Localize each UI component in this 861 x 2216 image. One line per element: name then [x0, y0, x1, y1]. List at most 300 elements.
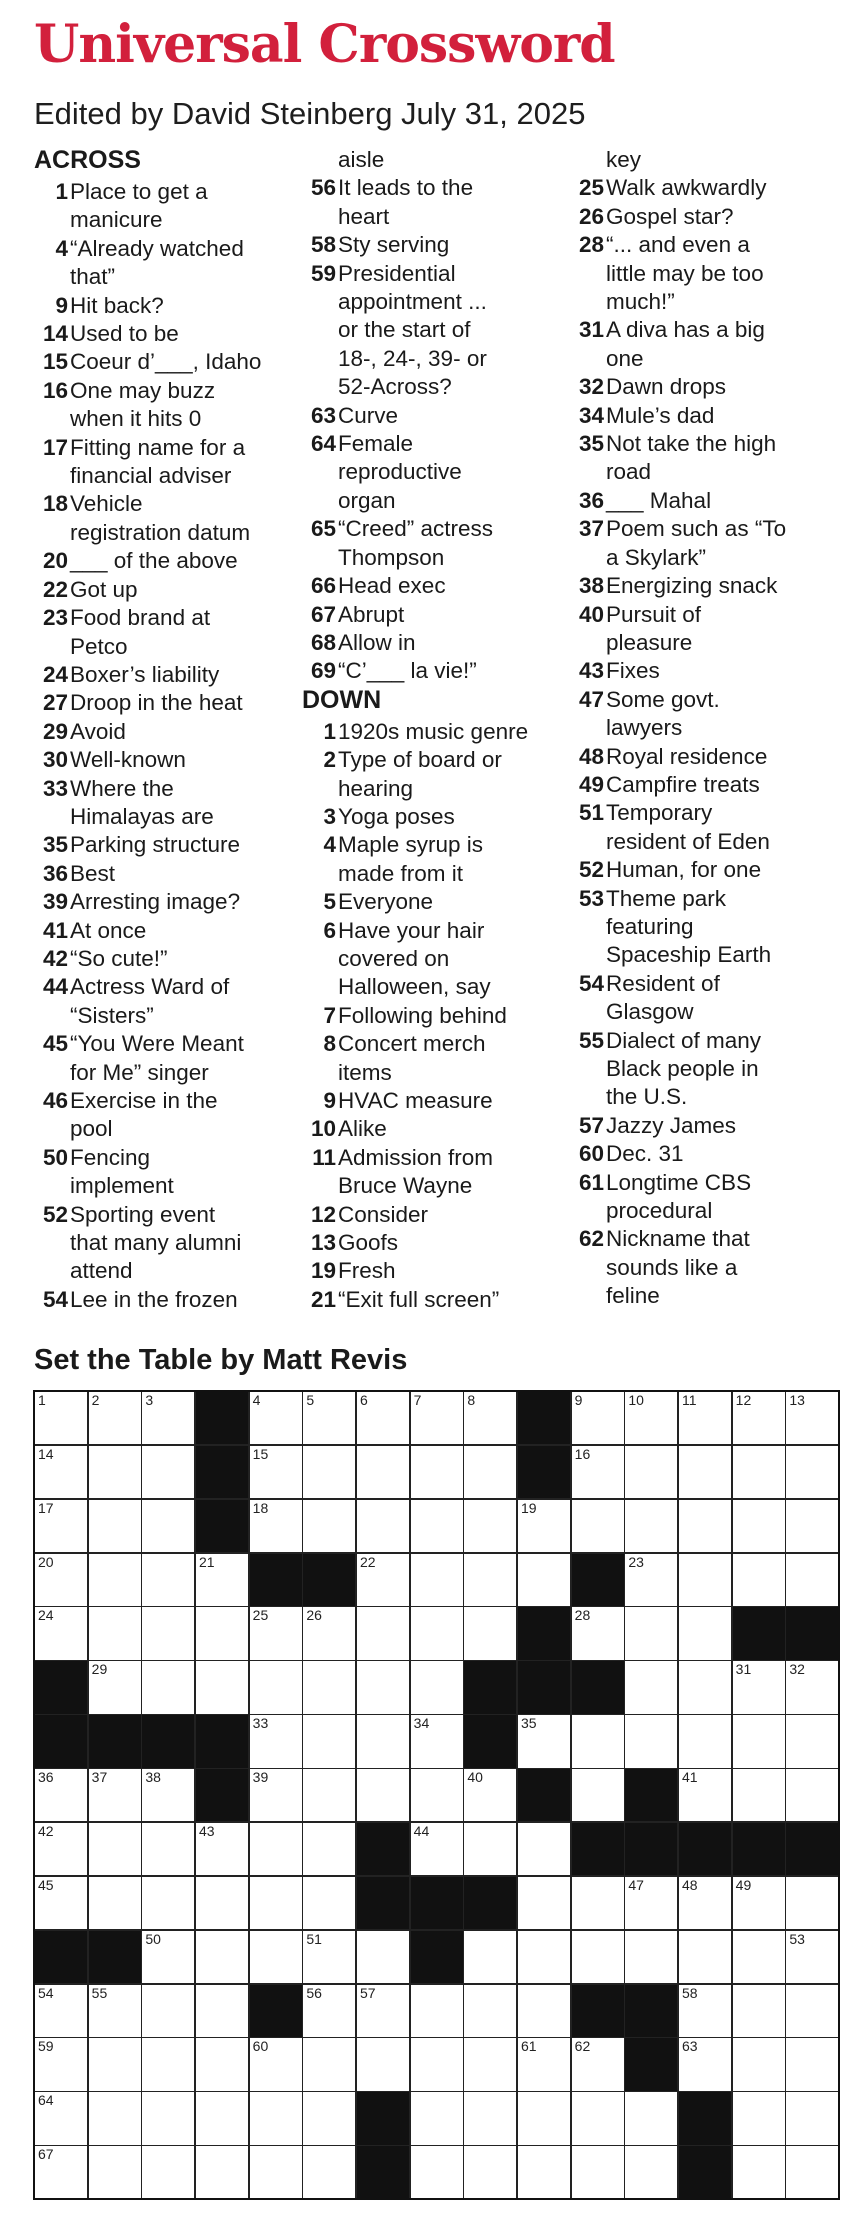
clue-line: Consider [338, 1201, 429, 1227]
clue-line: manicure [70, 207, 163, 233]
grid-cell[interactable] [302, 1876, 356, 1930]
grid-cell[interactable] [678, 1768, 732, 1822]
grid-cell[interactable] [410, 1445, 464, 1499]
grid-cell[interactable] [249, 1445, 303, 1499]
grid-cell[interactable] [249, 1714, 303, 1768]
clue-line: Resident of [606, 970, 720, 996]
cell-number: 48 [682, 1876, 698, 1893]
grid-cell[interactable] [356, 1606, 410, 1660]
cell-number: 63 [682, 2038, 698, 2055]
grid-cell[interactable] [249, 1930, 303, 1984]
grid-cell[interactable] [463, 1822, 517, 1876]
grid-cell[interactable] [571, 1499, 625, 1553]
clue-number: 61 [578, 1169, 604, 1195]
grid-cell[interactable] [732, 1445, 786, 1499]
grid-cell[interactable] [141, 2091, 195, 2145]
grid-cell[interactable] [410, 2091, 464, 2145]
cell-number: 15 [252, 1445, 269, 1462]
cell-number: 64 [38, 2092, 54, 2109]
grid-block [785, 1606, 839, 1660]
grid-cell[interactable] [88, 1768, 142, 1822]
clue-line: Fixes [606, 658, 660, 684]
grid-cell[interactable] [410, 1391, 464, 1445]
grid-cell[interactable] [88, 1445, 142, 1499]
clue-line: resident of Eden [606, 828, 770, 854]
grid-cell[interactable] [410, 2037, 464, 2091]
grid-cell[interactable] [249, 1660, 303, 1714]
grid-cell[interactable] [88, 2145, 142, 2199]
clue-number: 13 [310, 1230, 336, 1256]
grid-cell[interactable] [624, 2091, 678, 2145]
grid-cell[interactable] [88, 1660, 142, 1714]
grid-cell[interactable] [571, 1768, 625, 1822]
grid-cell[interactable] [732, 1930, 786, 1984]
clue-line: Exercise in the [70, 1088, 218, 1113]
grid-cell[interactable] [302, 1822, 356, 1876]
clue-line: Not take the high [606, 431, 777, 457]
clue-item [570, 856, 832, 884]
grid-cell[interactable] [678, 1499, 732, 1553]
clue-line: One may buzz [70, 377, 216, 403]
grid-cell[interactable] [302, 1391, 356, 1445]
grid-cell[interactable] [463, 1445, 517, 1499]
grid-cell[interactable] [356, 1660, 410, 1714]
clue-number: 55 [578, 1027, 604, 1053]
clue-text [338, 1144, 564, 1201]
grid-cell[interactable] [732, 1553, 786, 1607]
clue-text [70, 1030, 296, 1087]
clue-line: “So cute!” [70, 945, 168, 971]
grid-cell[interactable] [141, 1606, 195, 1660]
clue-number: 68 [310, 629, 336, 655]
grid-cell[interactable] [732, 1391, 786, 1445]
clue-text [70, 945, 296, 973]
grid-cell[interactable] [195, 2091, 249, 2145]
clue-number: 31 [578, 317, 604, 343]
clue-line: “Exit full screen” [338, 1286, 500, 1312]
clue-line: Food brand at [70, 605, 211, 631]
grid-cell[interactable] [678, 1930, 732, 1984]
clue-line: little may be too [606, 260, 764, 286]
grid-cell[interactable] [732, 1660, 786, 1714]
grid-cell[interactable] [678, 1984, 732, 2038]
clue-number: 1 [323, 718, 336, 744]
grid-cell[interactable] [410, 1768, 464, 1822]
grid-cell[interactable] [463, 1768, 517, 1822]
grid-cell[interactable] [571, 1714, 625, 1768]
grid-cell[interactable] [195, 1606, 249, 1660]
grid-cell[interactable] [302, 1660, 356, 1714]
grid-cell[interactable] [356, 1445, 410, 1499]
grid-cell[interactable] [410, 2145, 464, 2199]
clue-line: “You Were Meant [70, 1031, 244, 1057]
grid-cell[interactable] [732, 1714, 786, 1768]
clue-item [34, 604, 296, 661]
grid-cell[interactable] [302, 1984, 356, 2038]
grid-block [356, 1876, 410, 1930]
clue-text [70, 1286, 296, 1314]
grid-cell[interactable] [517, 1499, 571, 1553]
cell-number: 42 [38, 1822, 54, 1839]
grid-cell[interactable] [624, 1606, 678, 1660]
clue-line: ___ of the above [70, 548, 238, 574]
grid-cell[interactable] [356, 1930, 410, 1984]
clue-item [570, 174, 832, 202]
grid-cell[interactable] [410, 1553, 464, 1607]
clue-line: covered on [338, 945, 450, 971]
clue-text [338, 831, 564, 888]
clue-number: 54 [42, 1286, 68, 1312]
grid-cell[interactable] [624, 1660, 678, 1714]
cell-number: 59 [38, 2038, 54, 2055]
grid-cell[interactable] [88, 1499, 142, 1553]
grid-cell[interactable] [34, 1984, 88, 2038]
cell-number: 49 [735, 1876, 752, 1893]
grid-cell[interactable] [88, 2037, 142, 2091]
grid-cell[interactable] [517, 1553, 571, 1607]
grid-cell[interactable] [141, 1445, 195, 1499]
grid-cell[interactable] [517, 1822, 571, 1876]
grid-cell[interactable] [141, 2145, 195, 2199]
grid-cell[interactable] [571, 1876, 625, 1930]
grid-cell[interactable] [302, 1606, 356, 1660]
clue-line: when it hits 0 [70, 406, 202, 432]
grid-cell[interactable] [624, 1391, 678, 1445]
grid-cell[interactable] [195, 1876, 249, 1930]
clue-text [606, 856, 832, 884]
grid-cell[interactable] [34, 1391, 88, 1445]
grid-cell[interactable] [785, 1930, 839, 1984]
grid-cell[interactable] [249, 1768, 303, 1822]
grid-cell[interactable] [356, 2037, 410, 2091]
clue-item [34, 320, 296, 348]
grid-cell[interactable] [732, 1499, 786, 1553]
grid-cell[interactable] [249, 1822, 303, 1876]
clue-number: 6 [323, 917, 336, 943]
grid-block [732, 1822, 786, 1876]
grid-cell[interactable] [249, 1391, 303, 1445]
cell-number: 14 [38, 1445, 54, 1462]
grid-cell[interactable] [678, 1714, 732, 1768]
grid-cell[interactable] [34, 2145, 88, 2199]
grid-cell[interactable] [410, 1606, 464, 1660]
grid-cell[interactable] [356, 1984, 410, 2038]
grid-cell[interactable] [302, 1768, 356, 1822]
grid-cell[interactable] [785, 2037, 839, 2091]
grid-cell[interactable] [34, 1553, 88, 1607]
grid-cell[interactable] [785, 1984, 839, 2038]
clue-item [570, 970, 832, 1027]
grid-cell[interactable] [785, 1876, 839, 1930]
grid-cell[interactable] [410, 1660, 464, 1714]
grid-cell[interactable] [517, 2145, 571, 2199]
grid-block [463, 1714, 517, 1768]
grid-cell[interactable] [785, 1499, 839, 1553]
clue-item [302, 1201, 564, 1229]
grid-cell[interactable] [785, 1768, 839, 1822]
grid-cell[interactable] [624, 1714, 678, 1768]
grid-cell[interactable] [463, 1606, 517, 1660]
grid-cell[interactable] [678, 1445, 732, 1499]
clue-number: 41 [42, 917, 68, 943]
clue-line: Fresh [338, 1258, 396, 1284]
clue-number: 35 [42, 832, 68, 858]
grid-cell[interactable] [249, 1606, 303, 1660]
grid-cell[interactable] [195, 1660, 249, 1714]
grid-cell[interactable] [624, 1445, 678, 1499]
grid-cell[interactable] [624, 1553, 678, 1607]
clue-number: 15 [42, 349, 68, 375]
cell-number: 53 [789, 1930, 805, 1947]
grid-cell[interactable] [571, 1606, 625, 1660]
clue-line: Maple syrup is [338, 832, 484, 858]
clue-line: Thompson [338, 544, 445, 570]
grid-cell[interactable] [571, 1930, 625, 1984]
clue-item [302, 515, 564, 572]
grid-cell[interactable] [302, 1499, 356, 1553]
grid-cell[interactable] [517, 2091, 571, 2145]
grid-cell[interactable] [34, 1606, 88, 1660]
cell-number: 36 [38, 1769, 54, 1786]
cell-number: 58 [682, 1984, 698, 2001]
grid-cell[interactable] [678, 1876, 732, 1930]
grid-cell[interactable] [463, 1391, 517, 1445]
clue-text [606, 1169, 832, 1226]
grid-cell[interactable] [678, 1553, 732, 1607]
grid-cell[interactable] [463, 2037, 517, 2091]
cell-number: 5 [306, 1392, 315, 1408]
clue-text [606, 231, 832, 316]
clue-item [34, 1144, 296, 1201]
grid-cell[interactable] [356, 1391, 410, 1445]
grid-cell[interactable] [463, 1553, 517, 1607]
grid-cell[interactable] [302, 2091, 356, 2145]
grid-cell[interactable] [785, 1391, 839, 1445]
grid-cell[interactable] [517, 1714, 571, 1768]
clue-line: organ [338, 487, 396, 513]
grid-cell[interactable] [88, 1606, 142, 1660]
grid-cell[interactable] [571, 2145, 625, 2199]
grid-cell[interactable] [785, 1714, 839, 1768]
grid-cell[interactable] [732, 2037, 786, 2091]
clue-number: 14 [42, 321, 68, 347]
clue-text [338, 1030, 564, 1087]
grid-cell[interactable] [34, 1768, 88, 1822]
grid-cell[interactable] [141, 1660, 195, 1714]
grid-cell[interactable] [785, 1553, 839, 1607]
grid-cell[interactable] [624, 2145, 678, 2199]
grid-cell[interactable] [517, 1876, 571, 1930]
grid-cell[interactable] [34, 1499, 88, 1553]
grid-cell[interactable] [517, 2037, 571, 2091]
grid-block [302, 1553, 356, 1607]
grid-block [517, 1606, 571, 1660]
grid-cell[interactable] [678, 1606, 732, 1660]
grid-cell[interactable] [356, 1768, 410, 1822]
grid-cell[interactable] [34, 2091, 88, 2145]
grid-cell[interactable] [249, 1499, 303, 1553]
clue-line: Nickname that [606, 1226, 750, 1252]
grid-cell[interactable] [624, 1499, 678, 1553]
grid-cell[interactable] [571, 2091, 625, 2145]
clue-line: Arresting image? [70, 889, 241, 915]
grid-cell[interactable] [571, 2037, 625, 2091]
grid-cell[interactable] [249, 2145, 303, 2199]
grid-cell[interactable] [141, 1768, 195, 1822]
cell-number: 26 [306, 1607, 322, 1624]
grid-cell[interactable] [302, 1445, 356, 1499]
clue-number: 52 [578, 857, 604, 883]
clue-item [302, 1229, 564, 1257]
grid-cell[interactable] [141, 1499, 195, 1553]
clue-line: heart [338, 203, 390, 229]
clue-item [34, 1286, 296, 1314]
grid-cell[interactable] [195, 2037, 249, 2091]
cell-number: 56 [306, 1984, 322, 2001]
cell-number: 19 [521, 1499, 537, 1516]
grid-cell[interactable] [302, 1930, 356, 1984]
grid-cell[interactable] [678, 1660, 732, 1714]
clue-line: Fitting name for a [70, 434, 246, 460]
clue-number: 34 [578, 402, 604, 428]
cell-number: 44 [413, 1822, 430, 1839]
grid-cell[interactable] [463, 2145, 517, 2199]
grid-cell[interactable] [571, 1391, 625, 1445]
grid-cell[interactable] [195, 1984, 249, 2038]
clue-line: A diva has a big [606, 317, 765, 343]
clue-number: 64 [310, 431, 336, 457]
clue-text [70, 235, 296, 292]
grid-cell[interactable] [34, 2037, 88, 2091]
grid-cell[interactable] [463, 1499, 517, 1553]
clue-line: Hit back? [70, 292, 164, 318]
clue-text [338, 1286, 564, 1314]
grid-cell[interactable] [302, 1714, 356, 1768]
grid-cell[interactable] [785, 1660, 839, 1714]
grid-cell[interactable] [249, 2037, 303, 2091]
grid-cell[interactable] [785, 2091, 839, 2145]
clue-item [302, 231, 564, 259]
clue-text [70, 434, 296, 491]
grid-cell[interactable] [302, 2145, 356, 2199]
clue-item [34, 292, 296, 320]
grid-cell[interactable] [141, 1930, 195, 1984]
grid-block [195, 1499, 249, 1553]
grid-cell[interactable] [302, 2037, 356, 2091]
clue-line: Got up [70, 576, 138, 602]
cell-number: 32 [789, 1661, 805, 1678]
clue-text [606, 657, 832, 685]
grid-cell[interactable] [88, 1876, 142, 1930]
clue-item [34, 718, 296, 746]
clue-line: or the start of [338, 317, 471, 343]
grid-cell[interactable] [410, 1984, 464, 2038]
clue-number: 65 [310, 516, 336, 542]
grid-cell[interactable] [732, 1876, 786, 1930]
grid-cell[interactable] [34, 1445, 88, 1499]
cell-number: 11 [682, 1392, 697, 1408]
grid-cell[interactable] [88, 1984, 142, 2038]
grid-cell[interactable] [517, 1984, 571, 2038]
grid-cell[interactable] [410, 1499, 464, 1553]
grid-cell[interactable] [141, 1876, 195, 1930]
crossword-grid [34, 1391, 839, 2199]
grid-cell[interactable] [624, 1876, 678, 1930]
grid-cell[interactable] [195, 1822, 249, 1876]
clue-line: Vehicle [70, 491, 143, 517]
cell-number: 38 [145, 1769, 161, 1786]
clue-columns [34, 146, 834, 1326]
clue-number: 51 [578, 800, 604, 826]
clue-number: 36 [42, 860, 68, 886]
grid-cell[interactable] [34, 1822, 88, 1876]
grid-cell[interactable] [195, 1930, 249, 1984]
grid-cell[interactable] [356, 1714, 410, 1768]
down-heading: DOWN [302, 685, 382, 714]
grid-cell[interactable] [249, 2091, 303, 2145]
grid-cell[interactable] [141, 2037, 195, 2091]
grid-cell[interactable] [141, 1391, 195, 1445]
clue-line: Jazzy James [606, 1112, 737, 1138]
grid-cell[interactable] [195, 1553, 249, 1607]
clue-line: Human, for one [606, 857, 762, 883]
grid-cell[interactable] [678, 2037, 732, 2091]
clue-text [606, 743, 832, 771]
grid-cell[interactable] [517, 1930, 571, 1984]
grid-cell[interactable] [410, 1822, 464, 1876]
grid-cell[interactable] [195, 2145, 249, 2199]
grid-cell[interactable] [785, 2145, 839, 2199]
clue-item [570, 487, 832, 515]
grid-cell[interactable] [463, 2091, 517, 2145]
grid-cell[interactable] [141, 1822, 195, 1876]
grid-cell[interactable] [785, 1445, 839, 1499]
grid-block [249, 1553, 303, 1607]
grid-cell[interactable] [732, 2145, 786, 2199]
grid-cell[interactable] [732, 2091, 786, 2145]
clue-number: 69 [310, 658, 336, 684]
clue-item [34, 945, 296, 973]
clue-item [570, 686, 832, 743]
grid-cell[interactable] [88, 2091, 142, 2145]
grid-cell[interactable] [410, 1714, 464, 1768]
grid-cell[interactable] [141, 1553, 195, 1607]
grid-cell[interactable] [463, 1930, 517, 1984]
grid-cell[interactable] [88, 1822, 142, 1876]
grid-cell[interactable] [732, 1984, 786, 2038]
grid-cell[interactable] [34, 1876, 88, 1930]
cell-number: 40 [467, 1769, 483, 1786]
grid-cell[interactable] [88, 1553, 142, 1607]
clue-item [302, 1002, 564, 1030]
clue-number: 21 [310, 1286, 336, 1312]
grid-cell[interactable] [88, 1391, 142, 1445]
grid-block [785, 1822, 839, 1876]
grid-cell[interactable] [141, 1984, 195, 2038]
grid-cell[interactable] [571, 1445, 625, 1499]
clue-number: 52 [42, 1201, 68, 1227]
grid-cell[interactable] [356, 1499, 410, 1553]
grid-cell[interactable] [624, 1930, 678, 1984]
grid-cell[interactable] [732, 1768, 786, 1822]
grid-cell[interactable] [463, 1984, 517, 2038]
grid-cell[interactable] [249, 1876, 303, 1930]
grid-cell[interactable] [678, 1391, 732, 1445]
grid-cell[interactable] [356, 1553, 410, 1607]
clue-text [606, 1140, 832, 1168]
clue-item [34, 1087, 296, 1144]
clue-line: At once [70, 917, 147, 943]
